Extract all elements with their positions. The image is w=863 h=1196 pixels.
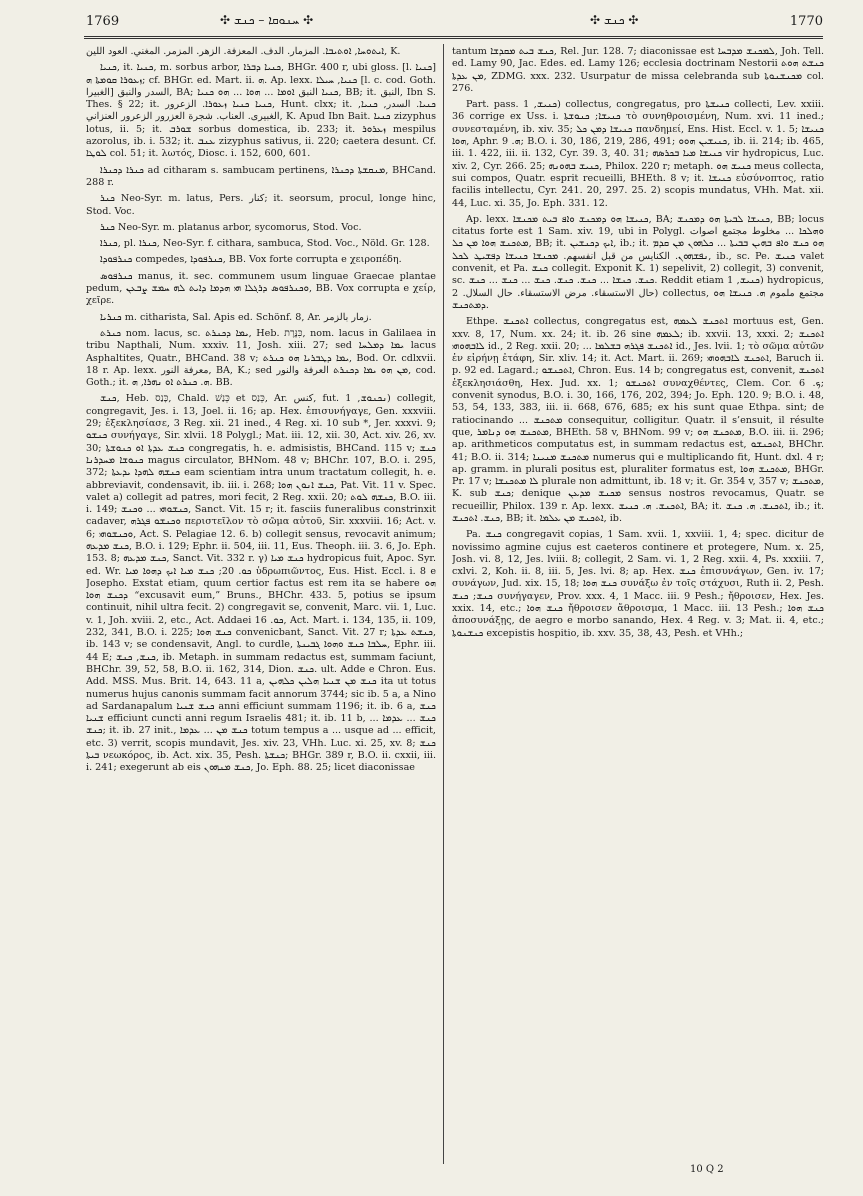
entry-paragraph: ܐܝܬܘܚܐ, ܐܘܬܝܒܐ. المزمار. الدف. المعزفة. الزهر. المزمر. المغني. العود اللين, K.: [86, 46, 401, 57]
signature-mark: 10 Q 2: [690, 1164, 724, 1175]
entry-paragraph: ܟܢܪ Neo-Syr. m. platanus arbor, sycomorus, Stod. Voc.: [100, 221, 362, 233]
page-header: [0, 0, 863, 44]
running-head-left: ✣ ܚܢܘܩܐ – ܟܢܫ ✣: [220, 13, 314, 27]
entry-paragraph: ܟܢܪܐ ܕܟܢܪܐ ad citharam s. sambucam pertinens, ܡܢܩܫܬܐ ܕܟܢܪܐ, BHCand. 288 r.: [86, 164, 436, 188]
entry-paragraph: ܟܢܪܬ nom. lacus, sc. ܝܡܐ ܕܟܢܪܬ, Heb. כִּנֶּרֶת, nom. lacus in Galilaea in tribu Napthali, Num. xxxiv. 11, Josh. xiii. 27; sed ܝܡܐ ܕܡܠܚܐ lacus Asphaltites, Quatr., BHCand. 38 v; ܝܡܐ ܕܛܒܪܝܐ ܗܘ ܟܢܪܬ, Bod. Or. cdlxvii. 18 r. Ap. lexx. معرفة النور, BA, K.; sed ܡܢ ܗܘ ܝܡܐ ܕܟܢܪܬ العرفة والنور, cod. Goth.; it. ܗ. ܟܢܪܬ ܐܘ ܢܗܪܐ, ܗ. BB.: [86, 327, 436, 389]
page-number-right: 1770: [789, 14, 823, 29]
entry-paragraph: ܟܢܪܦܘܕܐ compedes, ܟܢܪܦܘܕܐ, BB. Vox forte corrupta e χειροπέδη.: [100, 254, 402, 266]
page-number-left: 1769: [86, 14, 120, 29]
entry-paragraph: Pa. ܟܢܫ congregavit copias, 1 Sam. xvii. 1, xxviii. 1, 4; spec. dicitur de novissimo agmine cujus est caeteros continere et protegere, Num. x. 25, Josh. vi. 8, 12, Jes. lviii. 8; collegit, 2 Sam. vi. 1, 2 Reg. xxii. 4, Ps. xxxiii. 7, cxlvi. 2, Koh. ii. 8, iii. 5, Jes. lvi. 8; ap. Hex. ܟܢܫ ἐπισυνάγων, Gen. iv. 17; συνάγων, Jud. xix. 15, 18; ܟܢܫ ܗܘܐ συνάξω ἐν τοῖς στάχυσι, Ruth ii. 2, Pesh. ܟܢܫ; ܟܢܫ συνήγαγεν, Prov. xxx. 4, 1 Macc. iii. 9 Pesh.; ἤθροισεν, Hex. Jes. xxix. 14, etc.; ܟܢܫ ܗܘܐ ἤθροισεν ἄθροισμα, 1 Macc. iii. 13 Pesh.; ܟܢܫ ܗܘܐ ἀποσυνάξῃς, de aegro e morbo sanando, Hex. 4 Reg. v. 3; Mat. ii. 4, etc.; ܟܢܫܢܘܬܐ excepistis hospitio, ib. xxv. 35, 38, 43, Pesh. et VHh.;: [452, 529, 824, 639]
left-column: [86, 46, 436, 1161]
entry-paragraph: Ap. lexx. ܟܢܝܫܐ ܗܘ ܕܡܟܢܫ ܘܐܦ ܒܝܬ ܡܟܢܫܐ, BA; ܟܢܝܫܐ ܠܒܝܬܐ ܗܘ ܕܡܟܢܫ, BB; locus citatus forte est 1 Sam. xiv. 19, ubi in Polygl. ܘܗܠܟܐ ... مخلوط مجتمع اصوات ܡܬܟܢܫ ܗܘܐ ܡܢ ܟܠ, BB; it. ܐܝܟ ܕܟܢܫܝܢ, ib.; it. ܗܘ ܟܢܫ ܘܐܦ ܒܗܝܢ ܒܒܝܬܐ ... ܟܠܗܘܢ ܡܢ ܩܕܡ ܢܦܫܗܘܢ. الكنايس من قبل انفسهم. ܡܟܢܫܐ ܟܢܝܫܐ ܕܦܫܝܛ ܠܟܠ, ib., sc. Pe. ܟܢܝܫ valet convenit, et Pa. ܟܢܫ collegit. Exponit K. 1) sepelivit, 2) collegit, 3) convenit, sc. ܟܢܫ. ܟܢܫܐ ... ܟܢܫ. ܟܢܫ. ܟܢܫ ... ܟܢܫ ... ܟܢܫ. Reddit etiam ܟܢܝܫ, 1) hydropicus, حال الاستسقاء. مرض الاستسقاء. حال السلال. 2) collectus, مجتمع ملموم ܗ. ܟܢܝܫܐ ܗܘ ܕܡܬܟܢܫ.: [452, 213, 824, 311]
entry-paragraph: ܟܢܪܐ, pl. ܟܢܪܐ, Neo-Syr. f. cithara, sambuca, Stod. Voc., Nöld. Gr. 128.: [100, 238, 430, 250]
entry-paragraph: ܟܢܪܝܐ m. citharista, Sal. Apis ed. Schönf. 8, Ar. زمار بالزمر.: [100, 311, 372, 323]
entry-paragraph: Part. pass. ܟܢܝܫ, 1) collectus, congregatus, pro ܟܢܝܫܬܐ collecti, Lev. xxiii. 36 corrige ex Uss. i. ܟܢܝܫܐ; ܟܢܘܫܬܐ τὸ συνηθροισμένη, Num. xvi. 11 ined.; συνεσταμένη, ib. xiv. 35; ܟܢܝܫܐ ܕܡܢ ܟܠ πανδημεί, Ens. Hist. Eccl. v. 1. 5; ܟܢܝܫܐ ܗܘܐ, Aphr. ܗ. 9; B.O. i. 30, 186, 219, 286, 491; ܟܢܝܫܝܢ ܗܘܘ, ib. ii. 214; ib. 465, iii. 1. 422, iii. ii. 132, Cyr. 39. 3, 40. 31; ܟܢܝܫܐ ܡܝܐ ܒܟܪܣܗ vir hydropicus, Luc. xiv. 2, Cyr. 266. 25; ܟܢܝܫ ܒܗܘܢܗ, Philox. 220 r; metaph. ܟܢܝܫ ܗܘ meus collecta, sui compos, Quatr. esprit recueilli, BHEth. 8 v; it. ܟܢܝܫܐ εὐσύνοπτος, ratio facilis intellectu, Cyr. 241. 20, 297. 25. 2) scopis mundatus, VHh. Mat. xii. 44, Luc. xi. 35, Jo. Eph. 331. 12.: [452, 99, 824, 209]
column-divider: [443, 44, 444, 1164]
entry-paragraph: tantum ܟܢܫ ܒܝܬ ܡܩܕܫܐ, Rel. Jur. 128. 7; diaconissae est ܠܡܟܢܫ ܡܕܒܚܐ, Joh. Tell. ed. Lamy 90, Jac. Edes. ed. Lamy 126; ecclesia doctrinam Nestorii ܟܢܫܬ ܗܘܬ ܡܢ ܥܕܬܐ, ZDMG. xxx. 232. Usurpatur de missa celebranda sub ܡܟܢܫܢܘܬܐ col. 276.: [452, 46, 824, 94]
header-rule: [84, 36, 823, 39]
entry-paragraph: ܟܢܪܦܘܣ manus, it. sec. communem usum linguae Graecae plantae pedum, ܘܟܢܪܦܘܣ ܕܪܓܠܐ ܗܝ ܗܕܡܐ ܕܐܝܬ ܠܗ ܚܡܫ ܨܒܥܢ, BB. Vox corrupta e χείρ, χεῖρε.: [86, 270, 436, 307]
entry-paragraph: ܟܢܪ Neo-Syr. m. latus, Pers. كنار; it. seorsum, procul, longe hinc, Stod. Voc.: [86, 193, 436, 217]
entry-paragraph: ܟܢܫ, Heb. כָּנַס, Chald. כְּנַשׁ et כְּנַס, Ar. كنس, fut. ܢܟܢܘܫ, 1) collegit, congregavit, Jes. i. 13, Joel. ii. 16; ap. Hex. ἐπισυνήγαγε, Gen. xxxviii. 29; ἐξεκλησίασε, 3 Reg. xii. 21 ined., 4 Reg. xi. 10 sub *, Jer. xxxvi. 9; ܟܢܫܘ συνήγαγε, Sir. xlvii. 18 Polygl.; Mat. iii. 12, xii. 30, Act. xiv. 26, xv. 30; ܟܢܫ ܥܕܬܐ ܐܘ ܟܢܘܫܬܐ congregatis, h. e. admisistis, BHCand. 115 v; ܟܢܫ ܟܢܘܫܐ ܡܚܕܪܢܐ magus circulator, BHNom. 48 v; BHChr. 107, B.O. i. 295, 372; ܟܢܫܗ ܠܗܕܐ ܝܕܥܬܐ eam scientiam intra unum tractatum collegit, h. e. abbreviavit, condensavit, ib. iii. i. 268; ܟܢܫ ܐܢܘܢ ܗܘܐ, Pat. Vit. 11 v. Spec. valet a) collegit ad patres, mori fecit, 2 Reg. xxii. 20; ܟܢܫܗ ܠܘܬ, B.O. iii. i. 149; ܟܢܫܘܗܝ ... ܘܟܢܫ, Sanct. Vit. 15 r; it. fasciis funeralibus constrinxit cadaver, ܘܟܢܫܘ ܦܓܪܗ περιστεῖλον τὸ σῶμα αὐτοῦ, Sir. xxxviii. 16; Act. v. 6; ܘܟܢܫܘܗܝ, Act. S. Pelagiae 12. 6. b) collegit sensus, revocavit animum; ܟܢܫ ܡܕܥܗ, B.O. i. 129; Ephr. ii. 504, iii. 11, Eus. Theoph. iii. 3. 6, Jo. Eph. 153. 8; ܟܢܫ ܡܕܥܗ, Sanct. Vit. 332 r. γ) ܟܢܫ ܡܝܐ hydropicus fuit, Apoc. Syr. ed. Wr. ܟܘ. 20; ܟܢܫ ܡܝܐ ܐܝܟ ܕܗܘܐ ܡܝܐ ὑδρωπιῶντος, Eus. Hist. Eccl. i. 8 e Josepho. Exstat etiam, quum certior factus est rem ita se habere ܗܘ ܕܟܢܫ ܗܘܐ “excusavit eum,” Bruns., BHChr. 433. 5, potius se ipsum continuit, nihil ultra fecit. 2) congregavit se, convenit, Marc. vii. 1, Luc. v. 1, Joh. xviii. 2, etc., Act. Addaei ܟܘ. 16, Act. Mart. i. 134, 135, ii. 109, 232, 341, B.O. i. 225; ܟܢܫ ܗܘܐ convenicbant, Sanct. Vit. 27 r; ܟܢܫܬ ܥܕܬܐ, ib. 143 v; se condensavit, Angl. to curdle, ܚܠܒܐ ܟܢܫ ܘܗܘܐ ܓܒܝܢܬܐ, Ephr. iii. 44 E; ܟܢܫ, ܟܢܫ, ib. Metaph. in summam redactus est, summam faciunt, BHChr. 39, 52, 58, B.O. ii. 162, 314, Dion. ܟܢܫ. ult. Adde e Chron. Eus. Add. MSS. Mus. Brit. 14, 643. 11 a, ܟܢܫ ܡܢ ܫܢܝܐ ܗܠܝܢ ܟܠܗܝܢ ita ut totus numerus hujus canonis summam facit annorum 3744; sic ib. 5 a, a Nino ad Sardanapalum ܟܢܫ ܫܢܝܐ anni efficiunt summam 1196; it. ib. 6 a, ܟܢܫ ܫܢܝܐ efficiunt cuncti anni regum Israelis 481; it. ib. 11 b, ܟܢܫ ... ܥܕܡܐ ... ܟܢܫ; it. ib. 27 init., ܟܢܫ ܡܢ ... ܥܕܡܐ totum tempus a ... usque ad ... efficit, etc. 3) verrit, scopis mundavit, Jes. xiv. 23, VHh. Luc. xi. 25, xv. 8; ܟܢܫ ܒܝܬܐ νεωκόρος, ib. Act. xix. 35, Pesh. ܟܢܫܬܐ; BHGr. 389 r, B.O. ii. cxxii, iii. i. 241; exegerunt ab eis ܟܢܫ ܡܢܗܘܢ, Jo. Eph. 88. 25; licet diaconissae: [86, 393, 436, 774]
right-column: [452, 46, 824, 1161]
entry-paragraph: ܟܢܝܐ, it. ܟܢܝܐ, m. sorbus arbor, ܟܢܝܐ ܕܒܪܐ, BHGr. 400 r, ubi gloss. [l. ܟܢܝܐ] ܙܥܘܪܐ ܩܘܡܬܐ ܗ; cf. BHGr. ed. Mart. ii. ܗ. Ap. lexx. ܟܢܝܐ, ܚܝܠܐ [l. c. cod. Goth. الغبيرا] السدر والنبق, BA; ܟܢܝܐ النبق ܐܘܡܐ ... ܗܘܐ ... ܗܘ ܟܢܝܐ, BB; it. النبق, Ibn S. Thes. § 22; it. ܟܢܝܐ ܟܢܝܐ ܙܥܘܪܐ. الزعرور, Hunt. clxx; it. ܟܢܝܐ. السدر, ܟܢܝܐ, الغبيرى. العناب. شجرة العزرور الزعرور العنزاني, K. Apud Ibn Bait. ܟܢܝܐ zizyphus lotus, ii. 5; it. ܫܘܪܒ sorbus domestica, ib. 233; it. ܙܥܪܘܪ mespilus azorolus, ib. i. 532; it. ܥܢܒ zizyphus sativus, ii. 220; caetera desunt. Cf. ܠܘܛܐ col. 51; it. λωτός, Diosc. i. 152, 600, 601.: [86, 62, 436, 160]
running-head-right: ✣ ܟܢܫ ✣: [590, 13, 639, 27]
entry-paragraph: Ethpe. ܐܬܟܢܫ collectus, congregatus est, ܐܬܟܢܫ ܠܥܡܗ mortuus est, Gen. xxv. 8, 17, Num. xx. 24; it. ib. 26 sine ܠܥܡܗ; ib. xxvii. 13, xxxi. 2; ܐܬܟܢܫ ܠܐܒܗܘܗܝ id., 2 Reg. xxii. 20; ... ܐܬܟܢܫ ܦܓܪܗ ܒܫܠܡܐ id., Jes. lvii. 1; τὸ σῶμα αὐτῶν ἐν εἰρήνῃ ἐτάφη, Sir. xliv. 14; it. Act. Mart. ii. 269; ܐܬܟܢܫ ܠܐܒܗܘܗܝ, Baruch ii. p. 92 ed. Lagard.; ܐܬܟܢܫܘ, Chron. Eus. 14 b; congregatus est, convenit, ܐܬܟܢܫ ἐξεκλησιάσθη, Hex. Jud. xx. 1; ܐܬܟܢܫܘ συναχθέντες, Clem. Cor. ܟ. 6; convenit synodus, B.O. i. 30, 166, 176, 202, 394; Jo. Eph. 120. 9; B.O. i. 48, 53, 54, 133, 383, iii. ii. 668, 676, 685; ex his sunt quae Ethpa. sint; de ratiocinando ... ܡܬܟܢܫ consequitur, colligitur. Quatr. il s’ensuit, il résulte que, ܡܬܟܢܫ ܗܘ ܕܢܐܡܪ, BHEth. 58 v, BHNom. 99 v; ܡܬܟܢܫ ܗܘ, B.O. iii. ii. 296; ap. arithmeticos computatus est, in summam redactus est, ܐܬܟܢܫܘ, BHChr. 41; B.O. ii. 314; ܡܬܟܢܫ ܡܢܝܢܐ numerus qui e multiplicando fit, Hunt. dxl. 4 r; ap. gramm. in plurali positus est, pluraliter formatus est, ܡܬܟܢܫ ܗܘܐ, BHGr. Pr. 17 v; ܠܐ ܡܬܟܢܫܐ plurale non admittunt, ib. 18 v; it. Gr. 354 v, 357 v; ܡܬܟܢܫ, K. sub ܟܢܫ; denique ܡܟܢܫ ܡܕܥܢ sensus nostros revocamus, Quatr. se recueillir, Philox. 139 r. Ap. lexx. ܐܬܟܢܫ. ܗ. ܟܢܝܫ, BA; it. ܐܬܟܢܫ. ܗ. ܟܢܫ, ib.; it. ܟܢܫ. ܐܬܟܢܫ, BB; it. ܐܬܟܢܫ ܡܢ ܥܠܡܐ, ib.: [452, 316, 824, 524]
